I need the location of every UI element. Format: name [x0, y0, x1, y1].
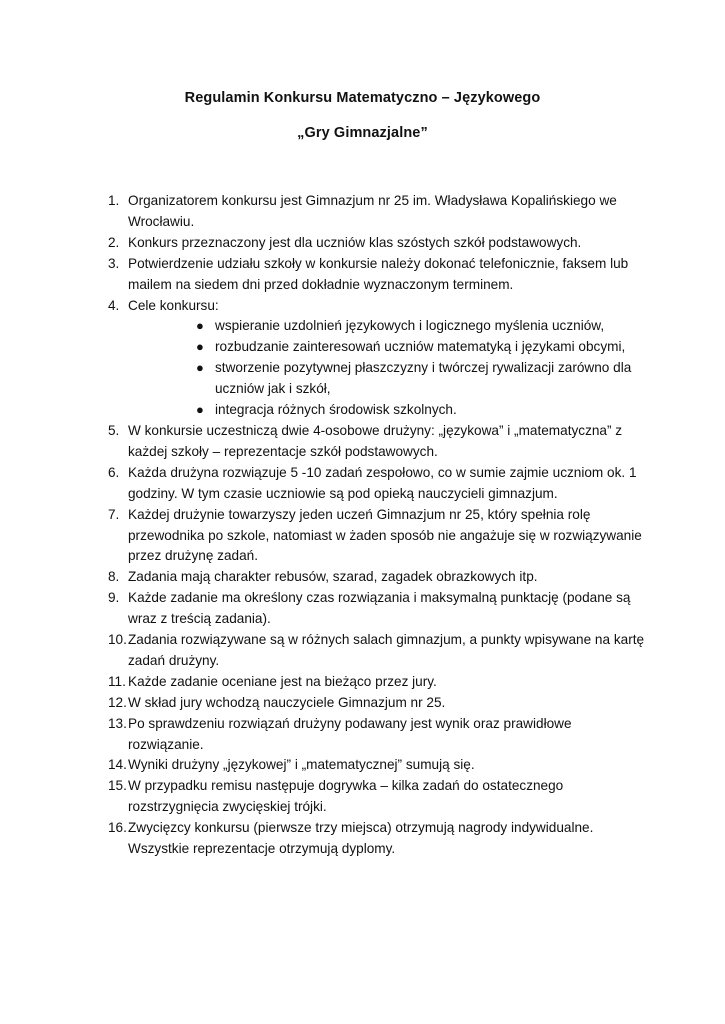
item-number: 8.	[108, 569, 120, 585]
list-item	[108, 296, 648, 317]
list-item	[108, 776, 648, 818]
goal-item	[108, 400, 648, 421]
item-text: W skład jury wchodzą nauczyciele Gimnazjum nr 25.	[128, 694, 446, 710]
bullet-icon: ●	[196, 339, 204, 355]
item-number: 9.	[108, 590, 120, 606]
goal-text: rozbudzanie zainteresowań uczniów matematyką i językami obcymi,	[215, 339, 626, 355]
goal-item	[108, 337, 648, 358]
item-text: Każdej drużynie towarzyszy jeden uczeń Gimnazjum nr 25, który spełnia rolę przewodnika po szkole, natomiast w żaden sposób nie angażuje się w rozwiązywanie przez drużynę zadań.	[128, 506, 642, 564]
bullet-icon: ●	[196, 360, 204, 376]
list-item	[108, 191, 648, 233]
item-text: Każde zadanie oceniane jest na bieżąco przez jury.	[128, 673, 437, 689]
goal-item	[108, 358, 648, 400]
list-item	[108, 714, 648, 756]
item-number: 5.	[108, 422, 120, 438]
bullet-icon: ●	[196, 402, 204, 418]
item-text: Po sprawdzeniu rozwiązań drużyny podawany jest wynik oraz prawidłowe rozwiązanie.	[128, 715, 572, 752]
list-item	[108, 672, 648, 693]
list-item	[108, 818, 648, 860]
item-number: 16.	[108, 820, 127, 836]
goal-item	[108, 316, 648, 337]
item-text: Cele konkursu:	[128, 297, 219, 313]
item-number: 13.	[108, 715, 127, 731]
item-text: Wyniki drużyny „językowej” i „matematycznej” sumują się.	[128, 757, 475, 773]
bullet-icon: ●	[196, 318, 204, 334]
item-number: 14.	[108, 757, 127, 773]
document-subtitle: „Gry Gimnazjalne”	[297, 125, 428, 141]
item-text: W przypadku remisu następuje dogrywka – kilka zadań do ostatecznego rozstrzygnięcia zwycięskiej trójki.	[128, 778, 564, 815]
item-number: 12.	[108, 694, 127, 710]
item-number: 4.	[108, 297, 120, 313]
item-text: Zadania rozwiązywane są w różnych salach gimnazjum, a punkty wpisywane na kartę zadań drużyny.	[128, 632, 645, 668]
item-number: 2.	[108, 234, 120, 250]
item-text: Zadania mają charakter rebusów, szarad, zagadek obrazkowych itp.	[128, 569, 538, 585]
item-text: Każda drużyna rozwiązuje 5 -10 zadań zespołowo, co w sumie zajmie uczniom ok. 1 godziny. W tym czasie uczniowie są pod opieką nauczycieli gimnazjum.	[128, 464, 637, 501]
goal-text: wspieranie uzdolnień językowych i logicznego myślenia uczniów,	[215, 318, 605, 334]
list-item	[108, 567, 648, 588]
goal-text: stworzenie pozytywnej płaszczyzny i twórczej rywalizacji zarówno dla uczniów jak i szkół,	[215, 360, 632, 397]
goal-text: integracja różnych środowisk szkolnych.	[215, 402, 457, 418]
rules-list	[108, 191, 648, 860]
list-item	[108, 755, 648, 776]
item-number: 15.	[108, 778, 127, 794]
list-item	[108, 588, 648, 630]
item-number: 3.	[108, 255, 120, 271]
list-item	[108, 463, 648, 505]
list-item	[108, 693, 648, 714]
item-text: Każde zadanie ma określony czas rozwiązania i maksymalną punktację (podane są wraz z treścią zadania).	[128, 590, 631, 627]
item-number: 7.	[108, 506, 120, 522]
item-number: 11.	[108, 673, 126, 689]
list-item	[108, 505, 648, 568]
item-text: W konkursie uczestniczą dwie 4-osobowe drużyny: „językowa” i „matematyczna” z każdej szkoły – reprezentacje szkół podstawowych.	[128, 422, 623, 459]
item-number: 10.	[108, 632, 127, 648]
list-item	[108, 254, 648, 296]
item-text: Potwierdzenie udziału szkoły w konkursie należy dokonać telefonicznie, faksem lub mailem na siedem dni przed dokładnie wyznaczonym terminem.	[128, 255, 629, 292]
item-text: Zwycięzcy konkursu (pierwsze trzy miejsca) otrzymują nagrody indywidualne. Wszystkie reprezentacje otrzymują dyplomy.	[128, 820, 594, 857]
list-item	[108, 630, 648, 672]
item-number: 6.	[108, 464, 120, 480]
list-item	[108, 421, 648, 463]
goals-list	[108, 316, 648, 421]
item-text: Organizatorem konkursu jest Gimnazjum nr 25 im. Władysława Kopalińskiego we Wrocławiu.	[128, 193, 617, 229]
item-number: 1.	[108, 193, 120, 208]
item-text: Konkurs przeznaczony jest dla uczniów klas szóstych szkół podstawowych.	[128, 234, 582, 250]
list-item	[108, 233, 648, 254]
document-title: Regulamin Konkursu Matematyczno – Językowego	[184, 90, 541, 106]
